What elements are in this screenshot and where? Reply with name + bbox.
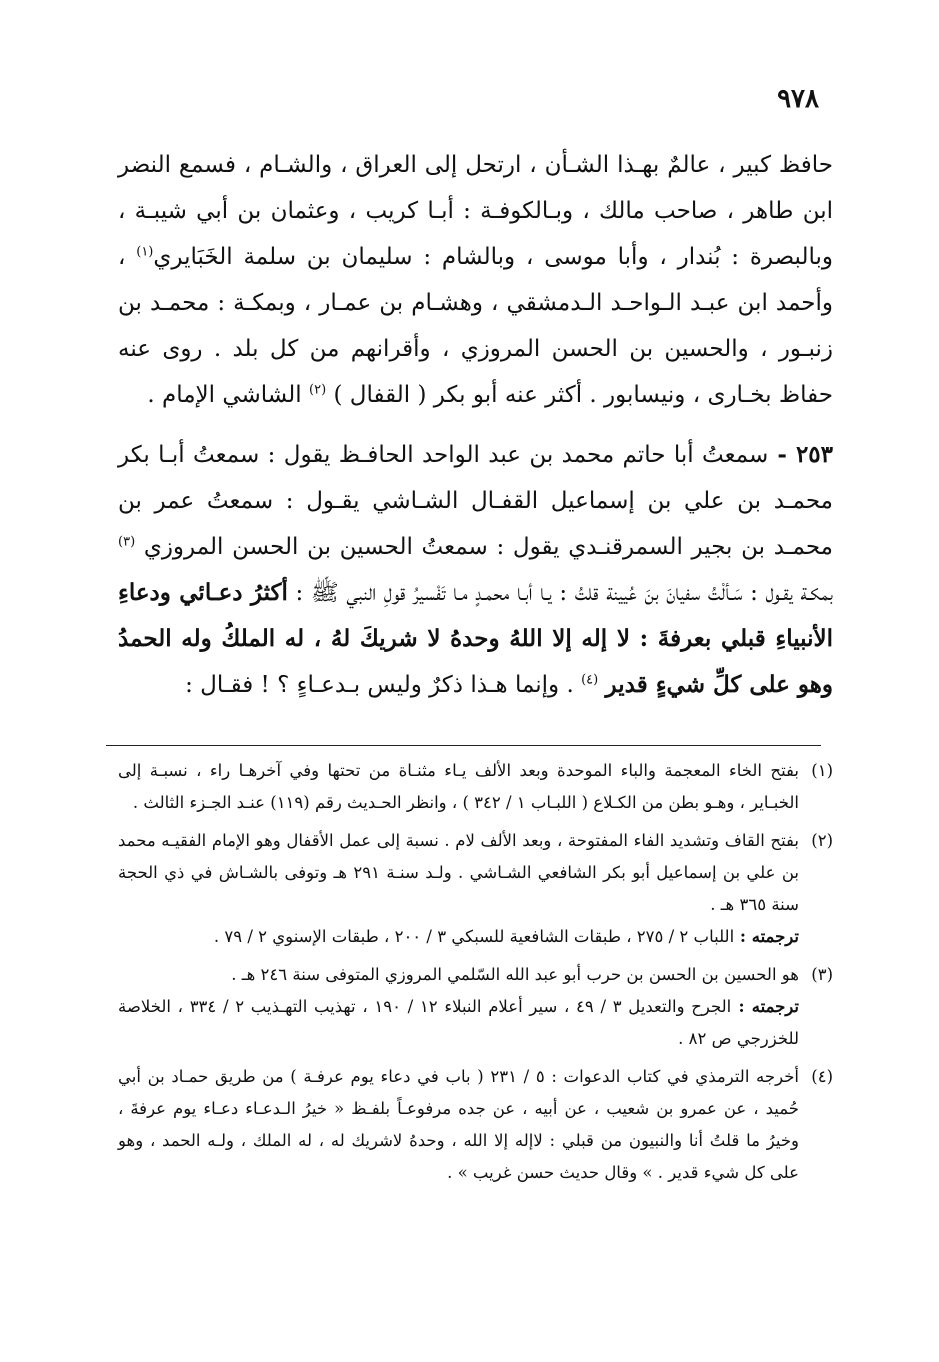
hadith-text-1: سمعتُ أبا حاتم محمد بن عبد الواحد الحافـظ يقول : سمعتُ أبـا بكر محمـد بن علي بن إسماعيل القفـال الشـاشي يقـول : سمعتُ عمر بن محمـد بن بجير السمرقنـدي يقول : سمعتُ الحسين بن الحسن المروزي — [118, 442, 833, 560]
footnote-tarjama — [118, 921, 799, 953]
bio-text-2: ، وأحمد ابن عبـد الـواحـد الـدمشقي ، وهشـام بن عمـار ، وبمكـة : محمـد بن زنبـور ، والحسين بن الحسن المروزي ، وأقرانهم من كل بلد . روى عنه حفاظ بخـارى ، ونيسابور . أكثر عنه أبو بكر ( القفال ) — [118, 244, 833, 408]
tarjama-label: ترجمته : — [734, 927, 799, 946]
hadith-text-2: بمكـة يقـول : سَـألْتُ سفيانَ بنَ عُيينة قلتُ : يـا أبـا محمـدٍ مـا تَفْسيرُ قولِ النبي ﷺ : — [287, 580, 834, 606]
footnote-ref-4[interactable]: (٤) — [581, 672, 599, 688]
footnote-number: (١) — [811, 761, 833, 780]
footnote-divider — [106, 745, 821, 746]
footnotes — [118, 755, 833, 1195]
bio-text-3: الشاشي الإمام . — [147, 382, 310, 408]
footnote-1 — [118, 755, 833, 819]
footnote-4 — [118, 1061, 833, 1189]
tarjama-label: ترجمته : — [731, 997, 800, 1016]
footnote-ref-3[interactable]: (٣) — [118, 534, 136, 550]
footnote-text: أخرجه الترمذي في كتاب الدعوات : ٥ / ٢٣١ ( باب في دعاء يوم عرفـة ) من طريق حمـاد بن أبي حُميد ، عن عمرو بن شعيب ، عن أبيه ، عن جده مرفوعـاً بلفـظ « خيرُ الـدعـاء دعـاء يوم عرفةَ ، وخيرُ ما قلتُ أنا والنبيون من قبلي : لاإله إلا الله ، وحدهُ لاشريك له ، له الملك ، ولـه الحمد ، وهو على كل شيء قدير . » وقال حديث حسن غريب » . — [118, 1067, 799, 1182]
tarjama-text: اللباب ٢ / ٢٧٥ ، طبقات الشافعية للسبكي ٣ / ٢٠٠ ، طبقات الإسنوي ٢ / ٧٩ . — [213, 927, 735, 946]
hadith-number: ٢٥٣ - — [768, 441, 833, 468]
biography-paragraph — [118, 142, 833, 418]
main-text — [118, 142, 833, 708]
footnote-ref-1[interactable]: (١) — [136, 244, 154, 260]
footnote-text: بفتح القاف وتشديد الفاء المفتوحة ، وبعد الألف لام . نسبة إلى عمل الأقفال وهو الإمام الفقيـه محمد بن علي بن إسماعيل أبو بكر الشافعي الشـاشي . ولـد سنـة ٢٩١ هـ وتوفى بالشـاش في ذي الحجة سنة ٣٦٥ هـ . — [118, 831, 799, 914]
tarjama-text: الجرح والتعديل ٣ / ٤٩ ، سير أعلام النبلاء ١٢ / ١٩٠ ، تهذيب التهـذيب ٢ / ٣٣٤ ، الخلاصة للخزرجي ص ٨٢ . — [118, 997, 799, 1048]
footnote-number: (٤) — [811, 1067, 833, 1086]
footnote-tarjama — [118, 991, 799, 1055]
hadith-text-3: . وإنما هـذا ذكرٌ وليس بـدعـاءٍ ؟ ! فقـال : — [185, 672, 582, 698]
footnote-3 — [118, 959, 833, 1055]
footnote-text: بفتح الخاء المعجمة والباء الموحدة وبعد الألف يـاء مثنـاة من تحتها وفي آخرهـا راء ، نسبـة إلى الخبـاير ، وهـو بطن من الكـلاع ( اللبـاب ١ / ٣٤٢ ) ، وانظر الحـديث رقم (١١٩) عنـد الجـزء الثالث . — [118, 761, 799, 812]
page-number: ٩٧٨ — [777, 84, 819, 114]
hadith-paragraph — [118, 432, 833, 708]
footnote-2 — [118, 825, 833, 953]
footnote-text: هو الحسين بن الحسن بن حرب أبو عبد الله السّلمي المروزي المتوفى سنة ٢٤٦ هـ . — [231, 965, 799, 984]
bio-text: حافظ كبير ، عالمٌ بهـذا الشـأن ، ارتحل إلى العراق ، والشـام ، فسمع النضر ابن طاهر ، صاحب مالك ، وبـالكوفـة : أبـا كريب ، وعثمان بن أبي شيبـة ، وبالبصرة : بُندار ، وأبا موسى ، وبالشام : سليمان بن سلمة الخَبَايري — [118, 152, 833, 270]
footnote-number: (٣) — [811, 965, 833, 984]
footnote-number: (٢) — [811, 831, 833, 850]
footnote-ref-2[interactable]: (٢) — [309, 382, 327, 398]
hadith-quote: أكثرُ دعـائي ودعاءِ الأنبياءِ قبلي بعرفةَ : لا إله إلا اللهُ وحدهُ لا شريكَ لهُ ، له الملكُ وله الحمدُ وهو على كلِّ شيءٍ قدير — [118, 579, 833, 698]
